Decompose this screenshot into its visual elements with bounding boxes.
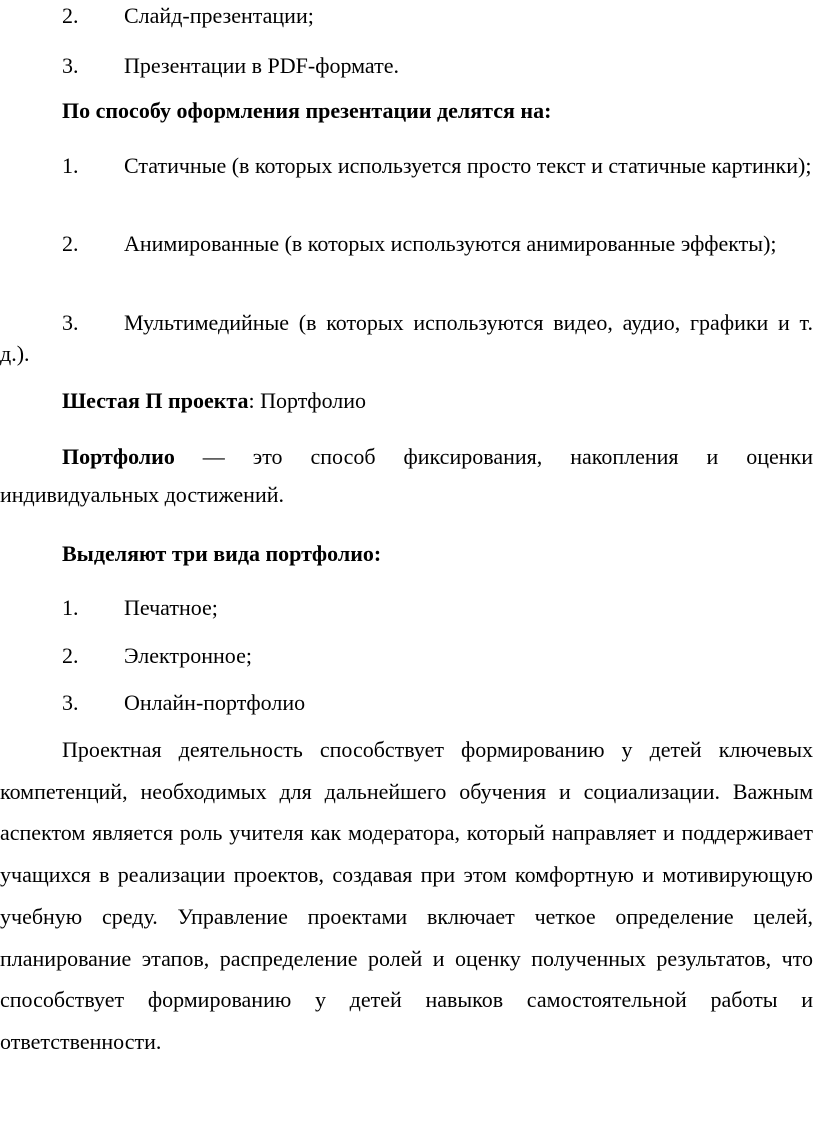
portfolio-definition [0, 438, 813, 514]
list-number: 3. [62, 310, 79, 335]
sixth-project-line [0, 385, 813, 416]
list-item [0, 640, 813, 671]
list-item [0, 50, 813, 81]
list-item [0, 150, 813, 181]
conclusion-paragraph: Проектная деятельность способствует формированию у детей ключевых компетенций, необходимых для дальнейшего обучения и социализации. Важным аспектом является роль учителя как модератора, который направляет и поддерживает учащихся в реализации проектов, создавая при этом комфортную и мотивирующую учебную среду. Управление проектами включает четкое определение целей, планирование этапов, распределение ролей и оценку полученных результатов, что способствует формированию у детей навыков самостоятельной работы и ответственности. [0, 737, 813, 1054]
sixth-bold: Шестая П проекта [62, 388, 249, 413]
list-number: 3. [62, 53, 79, 78]
list-number: 1. [62, 595, 79, 620]
list-number: 2. [62, 3, 79, 28]
list-text: Анимированные (в которых используются анимированные эффекты); [124, 231, 777, 256]
list-item [0, 228, 813, 259]
list-number: 2. [62, 643, 79, 668]
list-number: 3. [62, 690, 79, 715]
list-number: 2. [62, 231, 79, 256]
list-text: Статичные (в которых используется просто текст и статичные картинки); [124, 153, 812, 178]
list-item [0, 592, 813, 623]
list-text: Слайд-презентации; [124, 3, 314, 28]
list-text: Онлайн-портфолио [124, 690, 306, 715]
heading-design: По способу оформления презентации делятся на: [62, 98, 552, 123]
sixth-rest: : Портфолио [248, 388, 367, 413]
portfolio-text: — это способ фиксирования, накопления и оценки индивидуальных достижений. [0, 444, 813, 507]
list-text: Электронное; [124, 643, 252, 668]
list-item [0, 687, 813, 718]
portfolio-term: Портфолио [62, 444, 175, 469]
list-item [0, 0, 813, 31]
list-number: 1. [62, 153, 79, 178]
list-text: Печатное; [124, 595, 218, 620]
list-text: Презентации в PDF-формате. [124, 53, 399, 78]
list-item [0, 307, 813, 369]
heading-types: Выделяют три вида портфолио: [62, 541, 382, 566]
list-text: Мультимедийные (в которых используются видео, аудио, графики и т. д.). [0, 310, 813, 366]
